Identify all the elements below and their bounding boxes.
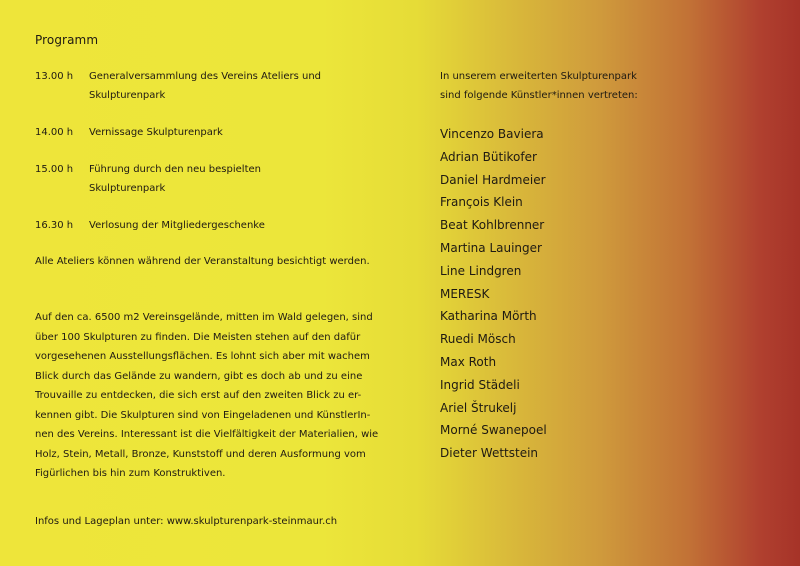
artist-name: Ingrid Städeli bbox=[440, 377, 520, 392]
schedule-item bbox=[35, 67, 365, 105]
ateliers-note: Alle Ateliers können während der Veranstaltung besichtigt werden. bbox=[35, 256, 370, 267]
program-heading: Programm bbox=[35, 33, 99, 47]
schedule-line: Skulpturenpark bbox=[89, 183, 166, 194]
schedule-time: 14.00 h bbox=[35, 127, 74, 138]
description-line: vorgesehenen Ausstellungsflächen. Es lohnt sich aber mit wachem bbox=[35, 351, 370, 362]
schedule-time: 15.00 h bbox=[35, 164, 74, 175]
description-line: nen des Vereins. Interessant ist die Vielfältigkeit der Materialien, wie bbox=[35, 429, 379, 440]
description-line: Holz, Stein, Metall, Bronze, Kunststoff und deren Ausformung vom bbox=[35, 448, 366, 460]
schedule-item bbox=[35, 123, 365, 142]
artist-name: Ariel Štrukelj bbox=[440, 400, 517, 415]
artist-name: Martina Lauinger bbox=[440, 240, 542, 255]
schedule-time: 16.30 h bbox=[35, 220, 74, 231]
schedule-line: Generalversammlung des Vereins Ateliers und bbox=[89, 71, 322, 82]
schedule-description bbox=[89, 123, 365, 142]
artist-name: Ruedi Mösch bbox=[440, 332, 516, 347]
artist-name: Katharina Mörth bbox=[440, 309, 537, 324]
artist-name: Vincenzo Baviera bbox=[440, 127, 544, 141]
park-description bbox=[35, 308, 385, 484]
schedule-line: Vernissage Skulpturenpark bbox=[89, 127, 223, 138]
artist-name: François Klein bbox=[440, 195, 523, 210]
description-line: über 100 Skulpturen zu finden. Die Meisten stehen auf den dafür bbox=[35, 331, 361, 343]
artist-name: Dieter Wettstein bbox=[440, 446, 539, 461]
artist-name: Max Roth bbox=[440, 354, 497, 369]
artist-name: Adrian Bütikofer bbox=[440, 149, 537, 164]
artist-name: MERESK bbox=[440, 286, 490, 301]
artist-name: Beat Kohlbrenner bbox=[440, 218, 545, 233]
description-line: Auf den ca. 6500 m2 Vereinsgelände, mitten im Wald gelegen, sind bbox=[35, 312, 373, 323]
schedule-line: Verlosung der Mitgliedergeschenke bbox=[89, 220, 265, 231]
schedule-item bbox=[35, 160, 365, 198]
description-line: Trouvaille zu entdecken, die sich erst auf den zweiten Blick zu er- bbox=[35, 390, 362, 401]
schedule-line: Skulpturenpark bbox=[89, 90, 166, 101]
intro-line: sind folgende Künstler*innen vertreten: bbox=[440, 90, 638, 101]
schedule-item bbox=[35, 216, 365, 235]
artist-name: Line Lindgren bbox=[440, 263, 522, 278]
info-footer: Infos und Lageplan unter: www.skulpturenpark-steinmaur.ch bbox=[35, 516, 338, 527]
description-line: Figürlichen bis hin zum Konstruktiven. bbox=[35, 468, 226, 479]
schedule-description bbox=[89, 216, 365, 235]
schedule-description bbox=[89, 67, 365, 105]
artist-name: Daniel Hardmeier bbox=[440, 172, 546, 187]
description-line: kennen gibt. Die Skulpturen sind von Eingeladenen und KünstlerIn- bbox=[35, 409, 371, 421]
artists-intro bbox=[440, 67, 638, 105]
schedule-time: 13.00 h bbox=[35, 71, 74, 82]
artist-name: Morné Swanepoel bbox=[440, 423, 547, 438]
description-line: Blick durch das Gelände zu wandern, gibt es doch ab und zu eine bbox=[35, 370, 363, 382]
schedule-description bbox=[89, 160, 365, 198]
artist-list bbox=[440, 123, 547, 465]
schedule-line: Führung durch den neu bespielten bbox=[89, 164, 261, 175]
intro-line: In unserem erweiterten Skulpturenpark bbox=[440, 71, 637, 82]
